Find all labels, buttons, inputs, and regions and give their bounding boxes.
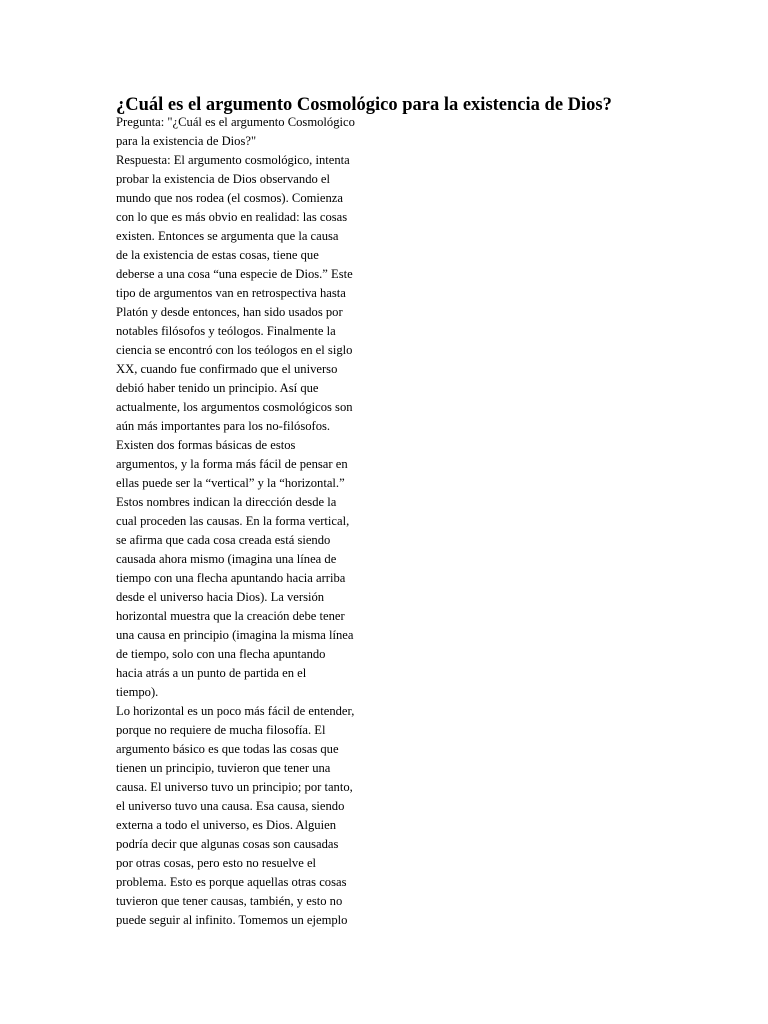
body-line: ellas puede ser la “vertical” y la “horizontal.” [116, 476, 345, 490]
body-line: tienen un principio, tuvieron que tener una [116, 761, 331, 775]
body-line: tuvieron que tener causas, también, y esto no [116, 894, 343, 908]
body-line: tipo de argumentos van en retrospectiva hasta [116, 286, 346, 300]
document-body [116, 113, 386, 930]
body-line: cual proceden las causas. En la forma vertical, [116, 514, 350, 528]
body-line: XX, cuando fue confirmado que el universo [116, 362, 338, 376]
body-line: horizontal muestra que la creación debe tener [116, 609, 345, 623]
document-title: ¿Cuál es el argumento Cosmológico para la existencia de Dios? [116, 95, 612, 115]
body-line: argumento básico es que todas las cosas que [116, 742, 339, 756]
body-line: el universo tuvo una causa. Esa causa, siendo [116, 799, 345, 813]
body-line: Existen dos formas básicas de estos [116, 438, 296, 452]
body-line: ciencia se encontró con los teólogos en el siglo [116, 343, 353, 357]
body-line: hacia atrás a un punto de partida en el [116, 666, 307, 680]
body-line: causada ahora mismo (imagina una línea de [116, 552, 337, 566]
body-line: Respuesta: El argumento cosmológico, intenta [116, 153, 350, 167]
body-line: desde el universo hacia Dios). La versión [116, 590, 325, 604]
body-line: con lo que es más obvio en realidad: las cosas [116, 210, 348, 224]
body-line: podría decir que algunas cosas son causadas [116, 837, 339, 851]
body-line: causa. El universo tuvo un principio; por tanto, [116, 780, 353, 794]
body-line: tiempo con una flecha apuntando hacia arriba [116, 571, 346, 585]
body-line: debió haber tenido un principio. Así que [116, 381, 319, 395]
body-line: mundo que nos rodea (el cosmos). Comienza [116, 191, 343, 205]
body-line: existen. Entonces se argumenta que la causa [116, 229, 339, 243]
body-line: Lo horizontal es un poco más fácil de entender, [116, 704, 355, 718]
body-line: aún más importantes para los no-filósofos. [116, 419, 331, 433]
body-line: puede seguir al infinito. Tomemos un ejemplo [116, 913, 348, 927]
body-line: deberse a una cosa “una especie de Dios.” Este [116, 267, 353, 281]
body-line: una causa en principio (imagina la misma línea [116, 628, 354, 642]
body-line: probar la existencia de Dios observando el [116, 172, 331, 186]
body-line: porque no requiere de mucha filosofía. El [116, 723, 326, 737]
body-line: externa a todo el universo, es Dios. Alguien [116, 818, 336, 832]
body-line: problema. Esto es porque aquellas otras cosas [116, 875, 347, 889]
body-line: para la existencia de Dios?" [116, 134, 257, 148]
body-line: Estos nombres indican la dirección desde la [116, 495, 337, 509]
body-line: actualmente, los argumentos cosmológicos son [116, 400, 353, 414]
body-line: por otras cosas, pero esto no resuelve el [116, 856, 317, 870]
body-line: de la existencia de estas cosas, tiene que [116, 248, 319, 262]
body-line: Platón y desde entonces, han sido usados por [116, 305, 343, 319]
body-line: de tiempo, solo con una flecha apuntando [116, 647, 326, 661]
body-line: tiempo). [116, 685, 159, 699]
body-line: Pregunta: "¿Cuál es el argumento Cosmológico [116, 115, 355, 129]
body-line: argumentos, y la forma más fácil de pensar en [116, 457, 348, 471]
body-line: notables filósofos y teólogos. Finalmente la [116, 324, 336, 338]
body-line: se afirma que cada cosa creada está siendo [116, 533, 331, 547]
